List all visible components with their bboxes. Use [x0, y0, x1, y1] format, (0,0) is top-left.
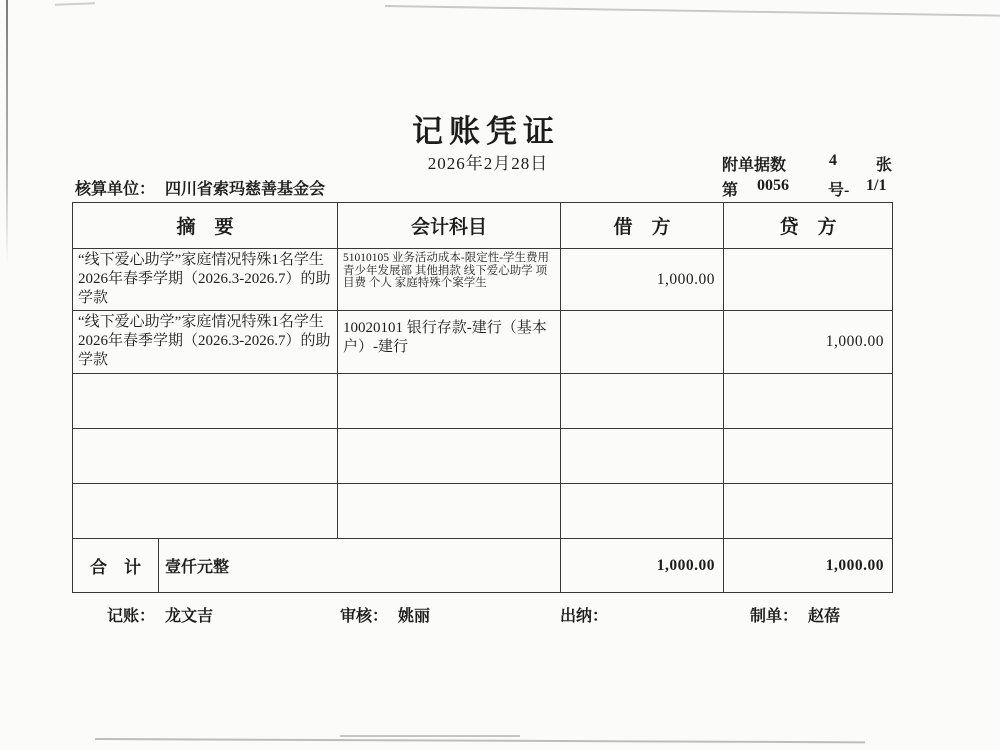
scan-edge-bottom-2 [340, 735, 520, 737]
bookkeeper-name: 龙文吉 [165, 608, 214, 625]
signature-cashier [560, 603, 618, 626]
row-summary [73, 484, 338, 539]
row-debit [561, 429, 724, 484]
accounting-unit-label: 核算单位： [75, 181, 156, 198]
attachment-count-value: 4 [829, 152, 837, 169]
accounting-unit-line [75, 176, 325, 199]
reviewer-name: 姚丽 [398, 608, 431, 625]
row-summary [73, 429, 338, 484]
table-row [73, 484, 893, 539]
voucher-number-prefix: 第 [722, 182, 739, 199]
signature-reviewer [340, 603, 430, 626]
table-row [73, 374, 893, 429]
row-credit [724, 249, 893, 311]
voucher-date: 2026年2月28日 [427, 154, 549, 173]
header-credit: 贷 方 [724, 203, 893, 249]
row-account [338, 429, 561, 484]
row-summary: “线下爱心助学”家庭情况特殊1名学生2026年春季学期（2026.3-2026.7）的助学款 [73, 249, 338, 311]
table-row [73, 429, 893, 484]
row-summary [73, 374, 338, 429]
total-label: 合 计 [73, 539, 159, 593]
row-debit: 1,000.00 [561, 249, 724, 311]
reviewer-label: 审核： [340, 608, 389, 625]
row-account: 51010105 业务活动成本-限定性-学生费用 青少年发展部 其他捐款 线下爱心助学 项目费 个人 家庭特殊个案学生 [338, 249, 561, 311]
table-total-row [73, 539, 893, 593]
preparer-name: 赵蓓 [808, 608, 841, 625]
header-account: 会计科目 [338, 203, 561, 249]
header-summary: 摘 要 [73, 203, 338, 249]
voucher-title: 记账凭证 [412, 114, 560, 149]
header-debit: 借 方 [561, 203, 724, 249]
table-header-row [73, 203, 893, 249]
table-row [73, 249, 893, 311]
row-debit [561, 311, 724, 374]
row-credit: 1,000.00 [724, 311, 893, 374]
voucher-number-value: 0056 [757, 177, 789, 194]
total-amount-in-words: 壹仟元整 [159, 539, 561, 593]
row-summary: “线下爱心助学”家庭情况特殊1名学生2026年春季学期（2026.3-2026.7）的助学款 [73, 311, 338, 374]
total-debit: 1,000.00 [561, 539, 724, 593]
bookkeeper-label: 记账： [107, 608, 156, 625]
row-debit [561, 484, 724, 539]
cashier-label: 出纳： [560, 608, 609, 625]
table-row [73, 311, 893, 374]
accounting-unit-name: 四川省索玛慈善基金会 [165, 181, 326, 198]
scan-edge-topleft [55, 2, 95, 5]
voucher-table [72, 202, 893, 593]
attachment-count-label: 附单据数 [722, 157, 787, 174]
attachment-count-unit: 张 [876, 157, 893, 174]
total-credit: 1,000.00 [724, 539, 893, 593]
row-credit [724, 429, 893, 484]
preparer-label: 制单： [750, 608, 799, 625]
signature-preparer [750, 603, 840, 626]
row-credit [724, 374, 893, 429]
scan-edge-bottom [95, 738, 865, 743]
row-account: 10020101 银行存款-建行（基本户）-建行 [338, 311, 561, 374]
row-account [338, 374, 561, 429]
scan-edge-top [385, 5, 1000, 17]
row-credit [724, 484, 893, 539]
voucher-number-suffix: 号- [828, 182, 850, 199]
voucher-page-number: 1/1 [866, 177, 887, 194]
row-account [338, 484, 561, 539]
row-debit [561, 374, 724, 429]
signature-bookkeeper [107, 603, 213, 626]
